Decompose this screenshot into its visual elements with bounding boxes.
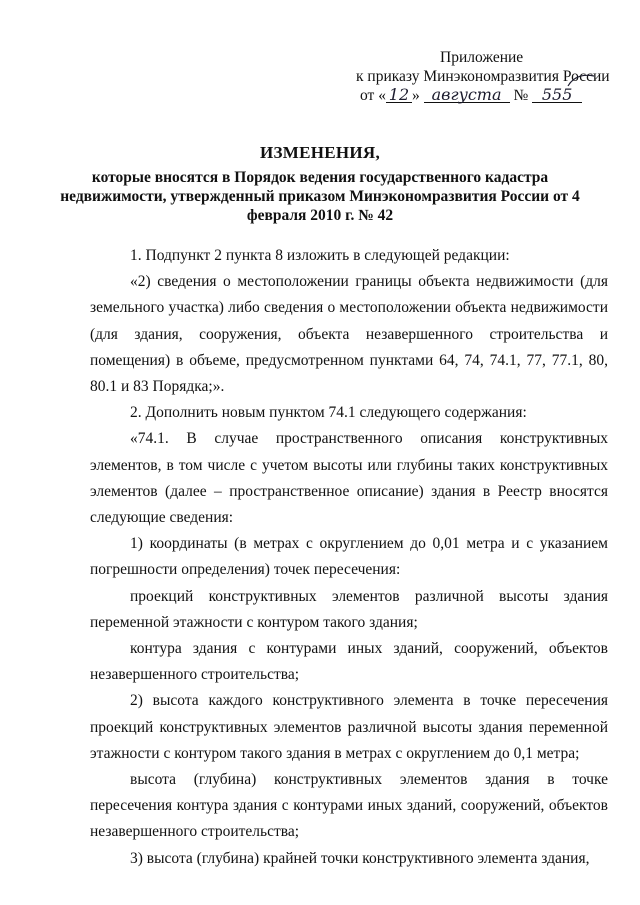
paragraph: 1) координаты (в метрах с округлением до 0,01 метра и с указанием погрешности определения) точек пересечения: <box>90 535 608 579</box>
paragraph: 2) высота каждого конструктивного элемента в точке пересечения проекций конструктивных элементов различной высоты здания переменной этажности с контуром такого здания в метрах с округлением до 0,1 метра; <box>90 692 608 762</box>
appendix-block <box>344 48 614 106</box>
appendix-title: Приложение <box>440 49 524 66</box>
appendix-date-number <box>344 86 614 106</box>
paragraph: 3) высота (глубина) крайней точки конструктивного элемента здания, <box>130 849 590 867</box>
handwritten-stroke-mark <box>566 72 596 90</box>
page-subtitle: которые вносятся в Порядок ведения государственного кадастра недвижимости, утвержденный приказом Минэкономразвития России от 4 февраля 2010 г. № 42 <box>60 169 580 224</box>
paragraph: «2) сведения о местоположении границы объекта недвижимости (для земельного участка) либо сведения о местоположении объекта недвижимости (для здания, сооружения, объекта незавершенного строительства и помещения) в объеме, предусмотренном пунктами 64, 74, 74.1, 77, 77.1, 80, 80.1 и 83 Порядка;». <box>90 273 608 396</box>
page-title: ИЗМЕНЕНИЯ, <box>259 143 381 162</box>
date-month-handwritten: августа <box>424 87 510 103</box>
paragraph: высота (глубина) конструктивных элементов здания в точке пересечения контура здания с контурами иных зданий, сооружений, объектов незавершенного строительства; <box>90 771 608 841</box>
document-body <box>90 243 608 872</box>
paragraph: проекций конструктивных элементов различной высоты здания переменной этажности с контуром такого здания; <box>90 587 608 631</box>
number-handwritten: 555 <box>532 87 582 103</box>
date-prefix: от « <box>360 87 386 104</box>
paragraph: контура здания с контурами иных зданий, сооружений, объектов незавершенного строительства; <box>90 640 608 684</box>
number-prefix: № <box>513 87 529 104</box>
paragraph: 2. Дополнить новым пунктом 74.1 следующего содержания: <box>130 404 527 422</box>
appendix-order-ref: к приказу Минэкономразвития России <box>356 68 610 85</box>
date-day-handwritten: 12 <box>386 87 412 103</box>
paragraph: 1. Подпункт 2 пункта 8 изложить в следующей редакции: <box>130 247 510 264</box>
paragraph: «74.1. В случае пространственного описания конструктивных элементов, в том числе с учетом высоты или глубины таких конструктивных элементов (далее – пространственное описание) здания в Реестр вносятся следующие сведения: <box>90 430 608 527</box>
date-mid: » <box>411 87 420 104</box>
